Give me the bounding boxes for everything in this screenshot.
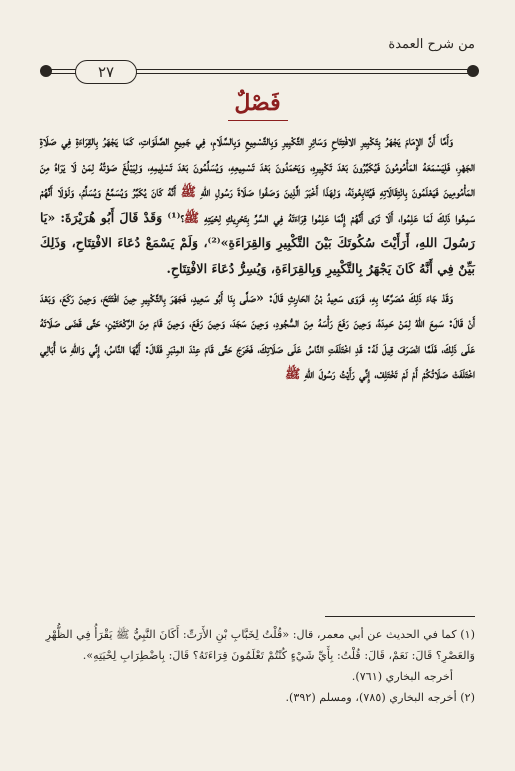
salawat-glyph: ﷺ <box>180 184 197 200</box>
footnote: (١) كما في الحديث عن أبي معمر، قال: «قُلْتُ لِخَبَّابِ بْنِ الأَرَتِّ: أَكَانَ النَّبِيُّ ﷺ يَقْرَأُ فِي الظُّهْرِ وَالعَصْرِ؟ قَالَ: نَعَمْ، قَالَ: قُلْتُ: بِأَيِّ شَيْءٍ كُنْتُمْ تَعْلَمُونَ قِرَاءَتَهُ؟ قَالَ: بِاضْطِرَابِ لِحْيَتِهِ». <box>45 628 475 662</box>
paragraph-text: وَأَمَّا أَنَّ الإِمَامَ يَجْهَرُ بِتَكْبِيرِ الافْتِتَاحِ وَسَائِرِ التَّكْبِيرِ وَبِالتَّسْمِيعِ وَبِالسَّلَامِ، فِي جَمِيعِ الصَّلَوَاتِ، كَمَا يَجْهَرُ بِالقِرَاءَةِ فِي صَلَاةِ الجَهْرِ، فَلِيَسْمَعَهُ المَأْمُومُونَ فَيُكَبِّرُونَ بَعْدَ تَكْبِيرِهِ، وَيَحْمَدُونَ بَعْدَ تَسْمِيعِهِ، وَيُسَلِّمُونَ بَعْدَ تَسْلِيمِهِ، وَلِيَبْلُغَ صَوْتُهُ لِمَنْ لَا يَرَاهُ مِنَ المَأْمُومِينَ فَيَعْلَمُونَ بِانْتِقَالَاتِهِ فَيُتَابِعُونَهُ، وَلِهَذَا أَخْبَرَ الَّذِينَ وَصَفُوا صَلَاةَ رَسُولِ اللهِ <box>40 133 476 200</box>
main-text <box>40 128 475 387</box>
paragraph-text: وَقَدْ جَاءَ ذَلِكَ مُصَرَّحًا بِهِ، فَرَوَى سَعِيدُ بْنُ الحَارِثِ قَالَ: «صَلَّى بِنَا أَبُو سَعِيدٍ، فَجَهَرَ بِالتَّكْبِيرِ حِينَ افْتَتَحَ، وَحِينَ رَكَعَ، وَبَعْدَ أَنْ قَالَ: سَمِعَ اللهُ لِمَنْ حَمِدَهُ، وَحِينَ رَفَعَ رَأْسَهُ مِنَ السُّجُودِ، وَحِينَ سَجَدَ، وَحِينَ رَفَعَ، وَحِينَ قَامَ مِنَ الرَّكْعَتَيْنِ، حَتَّى قَضَى صَلَاتَهُ عَلَى ذَلِكَ، فَلَمَّا انْصَرَفَ قِيلَ لَهُ: قَدِ اخْتَلَفَتِ النَّاسُ عَلَى صَلَاتِكَ، فَخَرَجَ حَتَّى قَامَ عِنْدَ المِنْبَرِ فَقَالَ: أَيُّهَا النَّاسُ، إِنِّي وَاللهِ مَا أُبَالِي اخْتَلَفَتْ صَلَاتُكُمْ أَمْ لَمْ تَخْتَلِفْ، إِنِّي رَأَيْتُ رَسُولَ اللهِ <box>40 289 475 382</box>
salawat-glyph: ﷺ <box>285 366 301 382</box>
ornament-dot-right <box>467 65 479 77</box>
paragraph <box>40 285 475 387</box>
ornament-dot-left <box>40 65 52 77</box>
header-rule <box>40 62 479 82</box>
paragraph-text: أَنَّهُ كَانَ يُكَبِّرُ وَيُسَمِّعُ وَيُسَلِّمُ، وَلَوْلَا أَنَّهُمْ سَمِعُوا ذَلِكَ لَمَا عَلِمُوا، أَلَا تَرَى أَنَّهُمْ إِنَّمَا عَلِمُوا قِرَاءَتَهُ فِي السِّرِّ بِتَحْرِيكِ لِحْيَتِهِ <box>40 184 475 225</box>
footnote-separator <box>325 616 475 617</box>
paragraph <box>40 128 475 282</box>
footnote-source: أخرجه البخاري (٧٦١). <box>351 670 453 683</box>
footnotes <box>40 624 475 708</box>
salawat-glyph: ﷺ <box>183 209 200 225</box>
page-number: ٢٧ <box>75 60 137 84</box>
paragraph-text: ؟⁽¹⁾ وَقَدْ قَالَ أَبُو هُرَيْرَةَ: «يَا رَسُولَ اللهِ، أَرَأَيْتَ سُكُوتَكَ بَيْنَ التَّكْبِيرِ وَالقِرَاءَةِ»⁽²⁾، وَلَمْ يَسْمَعْ دُعَاءَ الافْتِتَاحِ، وَذَلِكَ بَيِّنٌ فِي أَنَّهُ كَانَ يَجْهَرُ بِالتَّكْبِيرِ وَبِالقِرَاءَةِ، وَيُسِرُّ دُعَاءَ الافْتِتَاحِ. <box>40 209 475 276</box>
running-title: من شرح العمدة <box>388 37 475 52</box>
section-title: فَصْلٌ <box>234 90 281 116</box>
section-title-underline <box>228 120 288 121</box>
footnote: (٢) أخرجه البخاري (٧٨٥)، ومسلم (٣٩٢). <box>285 691 475 704</box>
